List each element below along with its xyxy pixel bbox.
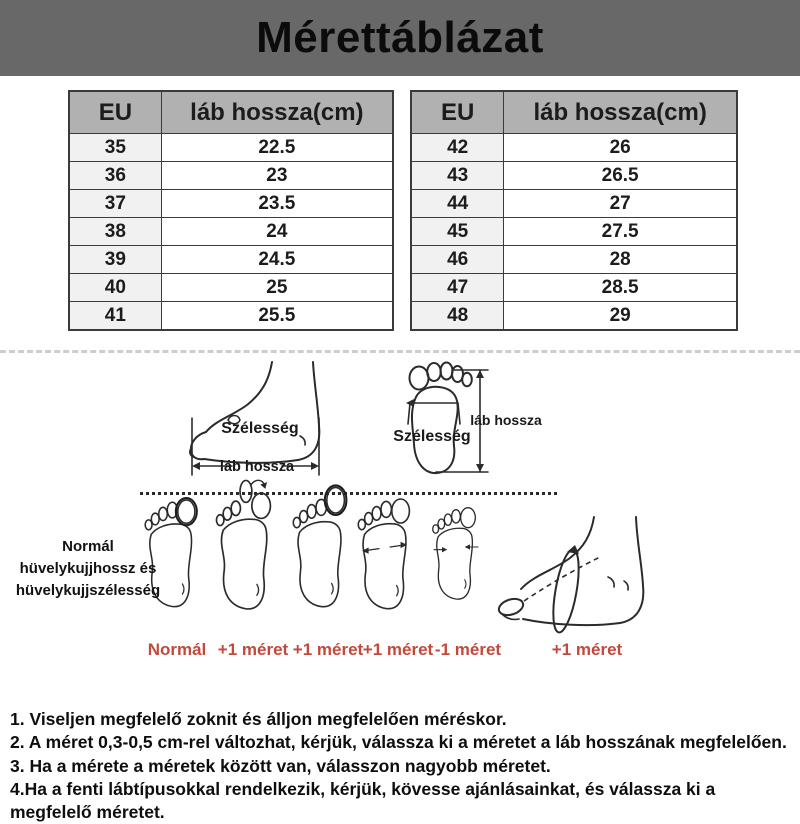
foot-length-cell: 22.5 xyxy=(161,134,393,162)
foot-long-big-toe-illustration xyxy=(290,480,362,618)
foot-side-measure-diagram xyxy=(182,360,332,482)
foot-length-cell: 23.5 xyxy=(161,190,393,218)
foot-length-cell: 24.5 xyxy=(161,246,393,274)
foot-length-cell: 25.5 xyxy=(161,302,393,331)
side-width-label: Szélesség xyxy=(221,420,299,437)
table-row xyxy=(69,162,393,190)
table-row xyxy=(69,246,393,274)
eu-size-cell: 41 xyxy=(69,302,161,331)
table-row xyxy=(411,162,737,190)
table-row xyxy=(69,302,393,331)
size-table-eu-42-48 xyxy=(410,90,738,331)
table-row xyxy=(69,134,393,162)
eu-size-cell: 39 xyxy=(69,246,161,274)
foot-narrow-illustration xyxy=(430,482,490,620)
foot-length-cell: 26.5 xyxy=(504,162,737,190)
eu-size-cell: 42 xyxy=(411,134,504,162)
foot-length-cell: 26 xyxy=(504,134,737,162)
note-line: Normál xyxy=(62,538,114,555)
foot-length-cell: 28 xyxy=(504,246,737,274)
eu-size-cell: 38 xyxy=(69,218,161,246)
foot-length-cell: 27.5 xyxy=(504,218,737,246)
note-line: hüvelykujjhossz és xyxy=(19,559,157,577)
size-table-eu-35-41 xyxy=(68,90,394,331)
eu-size-cell: 47 xyxy=(411,274,504,302)
column-header: EU xyxy=(69,91,161,134)
column-header: EU xyxy=(411,91,504,134)
table-row xyxy=(411,218,737,246)
foot-type-label: Normál xyxy=(147,640,207,659)
header-row xyxy=(411,91,737,134)
top-length-label: láb hossza xyxy=(470,412,542,428)
eu-size-cell: 43 xyxy=(411,162,504,190)
foot-type-label: +1 méret xyxy=(551,640,623,659)
column-header: láb hossza(cm) xyxy=(161,91,393,134)
foot-length-cell: 29 xyxy=(504,302,737,331)
eu-size-cell: 35 xyxy=(69,134,161,162)
top-width-label: Szélesség xyxy=(393,428,471,445)
instruction-line: 2. A méret 0,3-0,5 cm-rel változhat, kérjük, válassza ki a méretet a láb hosszának megfelelően. xyxy=(10,732,787,753)
foot-length-cell: 28.5 xyxy=(504,274,737,302)
foot-type-label: +1 méret xyxy=(362,640,434,659)
foot-long-second-toe-illustration xyxy=(213,478,289,618)
table-row xyxy=(69,274,393,302)
side-length-label: láb hossza xyxy=(219,459,295,475)
foot-length-cell: 24 xyxy=(161,218,393,246)
column-header: láb hossza(cm) xyxy=(504,91,737,134)
dashed-divider xyxy=(0,350,800,353)
eu-size-cell: 45 xyxy=(411,218,504,246)
table-row xyxy=(411,190,737,218)
table-row xyxy=(69,218,393,246)
foot-length-cell: 27 xyxy=(504,190,737,218)
title-bar xyxy=(0,0,800,76)
instruction-line: 3. Ha a mérete a méretek között van, válasszon nagyobb méretet. xyxy=(10,755,551,776)
foot-type-label: -1 méret xyxy=(434,640,502,659)
table-row xyxy=(411,246,737,274)
table-row xyxy=(411,274,737,302)
foot-length-cell: 25 xyxy=(161,274,393,302)
foot-high-instep-illustration xyxy=(496,515,656,637)
header-row xyxy=(69,91,393,134)
table-row xyxy=(411,302,737,331)
instruction-line: 1. Viseljen megfelelő zoknit és álljon megfelelően méréskor. xyxy=(10,709,507,729)
foot-type-label: +1 méret xyxy=(217,640,289,659)
normal-toe-note xyxy=(10,536,166,601)
page-title: Mérettáblázat xyxy=(256,13,544,62)
instruction-line: 4.Ha a fenti lábtípusokkal rendelkezik, kérjük, kövesse ajánlásainkat, és válassza ki a megfelelő méretet. xyxy=(10,778,716,823)
eu-size-cell: 37 xyxy=(69,190,161,218)
eu-size-cell: 46 xyxy=(411,246,504,274)
table-row xyxy=(69,190,393,218)
note-line: hüvelykujjszélesség xyxy=(15,581,161,599)
foot-wide-illustration xyxy=(355,482,427,620)
eu-size-cell: 48 xyxy=(411,302,504,331)
eu-size-cell: 36 xyxy=(69,162,161,190)
table-row xyxy=(411,134,737,162)
eu-size-cell: 40 xyxy=(69,274,161,302)
instructions xyxy=(10,708,796,824)
foot-length-cell: 23 xyxy=(161,162,393,190)
foot-top-measure-diagram xyxy=(392,360,542,482)
foot-type-label: +1 méret xyxy=(292,640,364,659)
eu-size-cell: 44 xyxy=(411,190,504,218)
